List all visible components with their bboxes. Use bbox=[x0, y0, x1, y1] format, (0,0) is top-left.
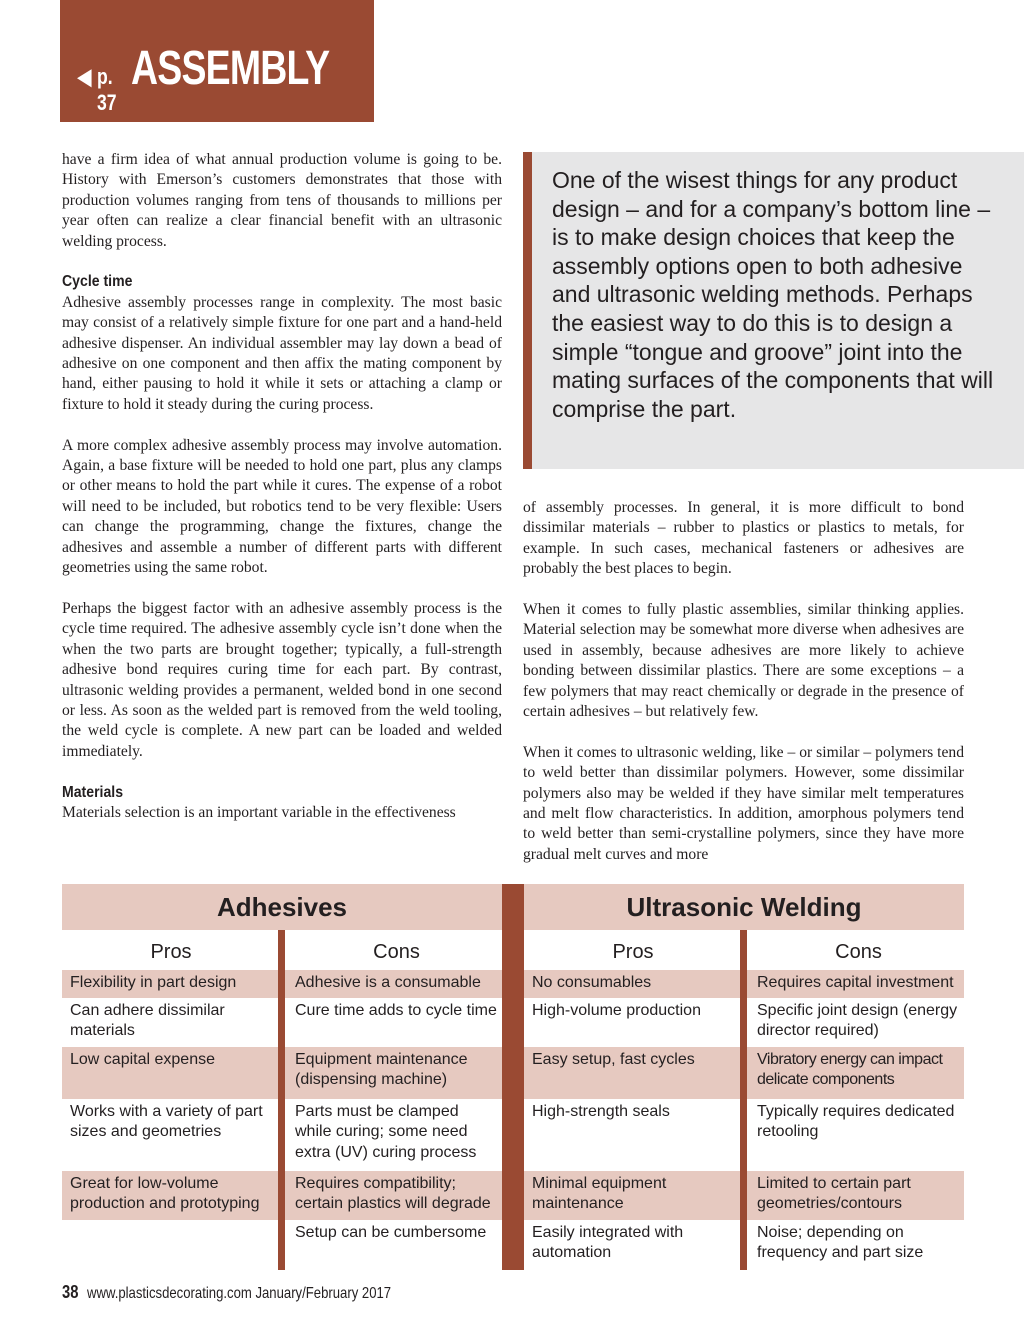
pro-cell: Great for low-volume production and prototyping bbox=[70, 1175, 260, 1213]
pros-header: Pros bbox=[612, 941, 654, 963]
paragraph: When it comes to ultrasonic welding, like – or similar – polymers tend to weld better than dissimilar polymers. However, some dissimilar polymers also may be welded if they have similar melt temperatures and melt flow characteristics. In addition, amorphous polymers tend to weld better than semi-crystalline polymers, since they have more gradual melt curves and more bbox=[523, 743, 964, 863]
pro-cell: Easy setup, fast cycles bbox=[532, 1051, 695, 1068]
paragraph: A more complex adhesive assembly process may involve automation. Again, a base fixture will be needed to hold one part, plus any clamps or other means to hold the part while it cures. The expense of a robot will need to be included, but robotics tend to be very flexible: Users can change the programming, change the fixtures, change the adhesives and assemble a number of different parts with different geometries using the same robot. bbox=[62, 436, 502, 577]
pros-header: Pros bbox=[150, 941, 192, 963]
cons-header: Cons bbox=[373, 941, 420, 963]
pro-cell: Works with a variety of part sizes and geometries bbox=[70, 1103, 263, 1141]
adhesives-table bbox=[62, 884, 502, 1270]
ultrasonic-title: Ultrasonic Welding bbox=[524, 884, 964, 930]
con-cell: Noise; depending on frequency and part size bbox=[757, 1224, 924, 1262]
con-cell: Requires capital investment bbox=[757, 974, 954, 991]
con-cell: Parts must be clamped while curing; some need extra (UV) curing process bbox=[295, 1103, 477, 1161]
ultrasonic-table bbox=[524, 884, 964, 1270]
con-cell: Cure time adds to cycle time bbox=[295, 1002, 497, 1019]
pro-cell: Flexibility in part design bbox=[70, 974, 237, 991]
pro-cell: Minimal equipment maintenance bbox=[532, 1175, 667, 1213]
paragraph: of assembly processes. In general, it is more difficult to bond dissimilar materials – rubber to plastics or plastics to metals, for example. In such cases, mechanical fasteners or adhesives are probably the best places to begin. bbox=[523, 499, 964, 578]
con-cell: Equipment maintenance (dispensing machine) bbox=[295, 1051, 468, 1089]
pro-cell bbox=[62, 1220, 278, 1270]
paragraph: Perhaps the biggest factor with an adhesive assembly process is the cycle time required. The adhesive assembly cycle isn’t done when the when the two parts are brought together; typically, a full-strength adhesive bond requires curing time for each part. By contrast, ultrasonic welding provides a permanent, welded bond in one second or less. As soon as the welded part is removed from the weld tooling, the weld cycle is complete. A new part can be loaded and welded immediately. bbox=[62, 599, 502, 760]
adhesives-title: Adhesives bbox=[62, 884, 502, 930]
footer-url[interactable]: www.plasticsdecorating.com bbox=[86, 1285, 252, 1302]
con-cell: Typically requires dedicated retooling bbox=[757, 1103, 955, 1141]
con-cell: Limited to certain part geometries/contours bbox=[757, 1175, 911, 1213]
comparison-table bbox=[62, 884, 964, 1270]
column-divider bbox=[278, 930, 285, 1270]
con-cell: Requires compatibility; certain plastics will degrade bbox=[295, 1175, 491, 1213]
section-header bbox=[60, 0, 374, 122]
paragraph: Adhesive assembly processes range in complexity. The most basic may consist of a relatively simple fixture for one part and a hand-held adhesive dispenser. An individual assembler may lay down a bead of adhesive on one component and then affix the mating component by hand, either pausing to hold it while it sets or attaching a clamp or fixture to hold it steady during the curing process. bbox=[62, 293, 502, 413]
paragraph: Materials selection is an important variable in the effectiveness bbox=[62, 803, 456, 821]
page-number: 38 bbox=[62, 1282, 79, 1302]
pro-cell: Easily integrated with automation bbox=[532, 1224, 684, 1262]
pro-cell: Can adhere dissimilar materials bbox=[70, 1002, 225, 1040]
back-arrow-icon[interactable]: ◀ bbox=[77, 64, 92, 89]
cons-header: Cons bbox=[835, 941, 882, 963]
pull-quote bbox=[523, 152, 1024, 469]
pro-cell: High-volume production bbox=[532, 1002, 701, 1019]
con-cell: Setup can be cumbersome bbox=[295, 1224, 487, 1241]
right-column bbox=[523, 498, 964, 865]
con-cell: Vibratory energy can impact delicate components bbox=[757, 1051, 943, 1089]
paragraph: have a firm idea of what annual production volume is going to be. History with Emerson’s customers demonstrates that those with production volumes ranging from tens of thousands to millions per year often can realize a clear financial benefit with an ultrasonic welding process. bbox=[62, 151, 502, 250]
pull-quote-text: One of the wisest things for any product design – and for a company’s bottom line – is to make design choices that keep the assembly options open to both adhesive and ultrasonic welding methods. Perhaps the easiest way to do this is to design a simple “tongue and groove” joint into the mating surfaces of the components that will comprise the part. bbox=[552, 167, 994, 422]
paragraph: When it comes to fully plastic assemblies, similar thinking applies. Material selection may be somewhat more diverse when adhesives are used in assembly, because adhesives are more likely to achieve bonding between dissimilar plastics. There are some exceptions – a few polymers that may react chemically or degrade in the presence of certain adhesives – but relatively few. bbox=[523, 601, 964, 721]
page-reference-link[interactable]: p. 37 bbox=[96, 64, 117, 115]
column-divider bbox=[740, 930, 747, 1270]
con-cell: Adhesive is a consumable bbox=[295, 974, 481, 991]
con-cell: Specific joint design (energy director required) bbox=[757, 1002, 958, 1040]
section-title: ASSEMBLY bbox=[131, 42, 330, 95]
pro-cell: Low capital expense bbox=[70, 1051, 215, 1068]
left-column bbox=[62, 150, 502, 823]
subheading-materials: Materials bbox=[62, 783, 124, 801]
page-footer bbox=[62, 1282, 391, 1303]
subheading-cycle-time: Cycle time bbox=[62, 273, 133, 291]
pro-cell: No consumables bbox=[532, 974, 652, 991]
pro-cell: High-strength seals bbox=[532, 1103, 670, 1120]
table-divider bbox=[502, 884, 524, 1270]
footer-issue: January/February 2017 bbox=[255, 1285, 392, 1302]
